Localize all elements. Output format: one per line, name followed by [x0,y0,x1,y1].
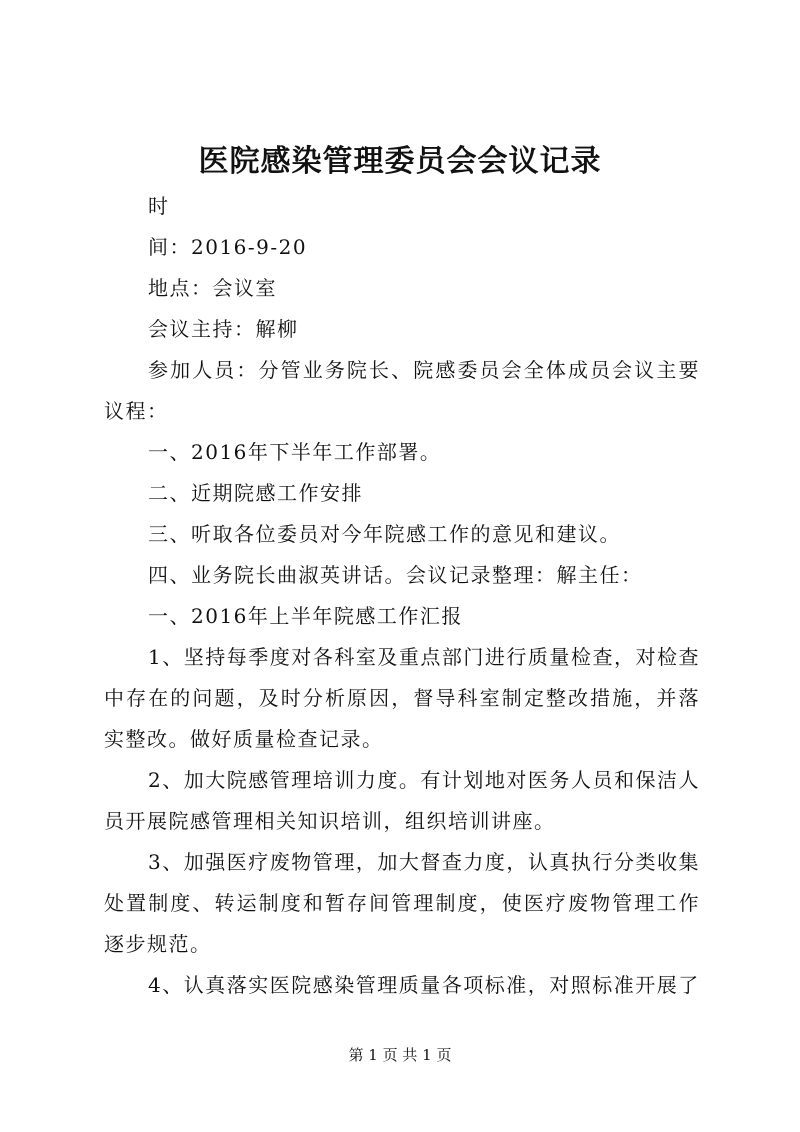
paragraph: 1、坚持每季度对各科室及重点部门进行质量检查，对检查中存在的问题，及时分析原因，督导科室制定整改措施，并落实整改。做好质量检查记录。 [104,645,700,751]
document-title: 医院感染管理委员会会议记录 [198,144,602,179]
paragraph-line: 四、业务院长曲淑英讲话。会议记录整理：解主任： [148,563,643,587]
paragraph: 参加人员：分管业务院长、院感委员会全体成员会议主要议程： [104,358,700,423]
paragraph: 4、认真落实医院感染管理质量各项标准，对照标准开展了 [148,973,700,997]
paragraph-line: 一、2016年上半年院感工作汇报 [148,604,463,628]
paragraph-line: 会议主持：解柳 [148,317,299,341]
paragraph-line: 二、近期院感工作安排 [148,481,363,505]
paragraph-line: 三、听取各位委员对今年院感工作的意见和建议。 [148,522,621,546]
paragraph-line: 间：2016-9-20 [148,235,308,259]
paragraph-line: 地点：会议室 [148,276,277,300]
document-body [104,186,700,1006]
paragraph-line: 时 [148,194,170,218]
paragraph: 2、加大院感管理培训力度。有计划地对医务人员和保洁人员开展院感管理相关知识培训，组织培训讲座。 [104,768,700,833]
paragraph-line: 一、2016年下半年工作部署。 [148,440,442,464]
page-footer: 第 1 页 共 1 页 [348,1046,452,1064]
paragraph: 3、加强医疗废物管理，加大督查力度，认真执行分类收集处置制度、转运制度和暂存间管理制度，使医疗废物管理工作逐步规范。 [104,850,700,956]
